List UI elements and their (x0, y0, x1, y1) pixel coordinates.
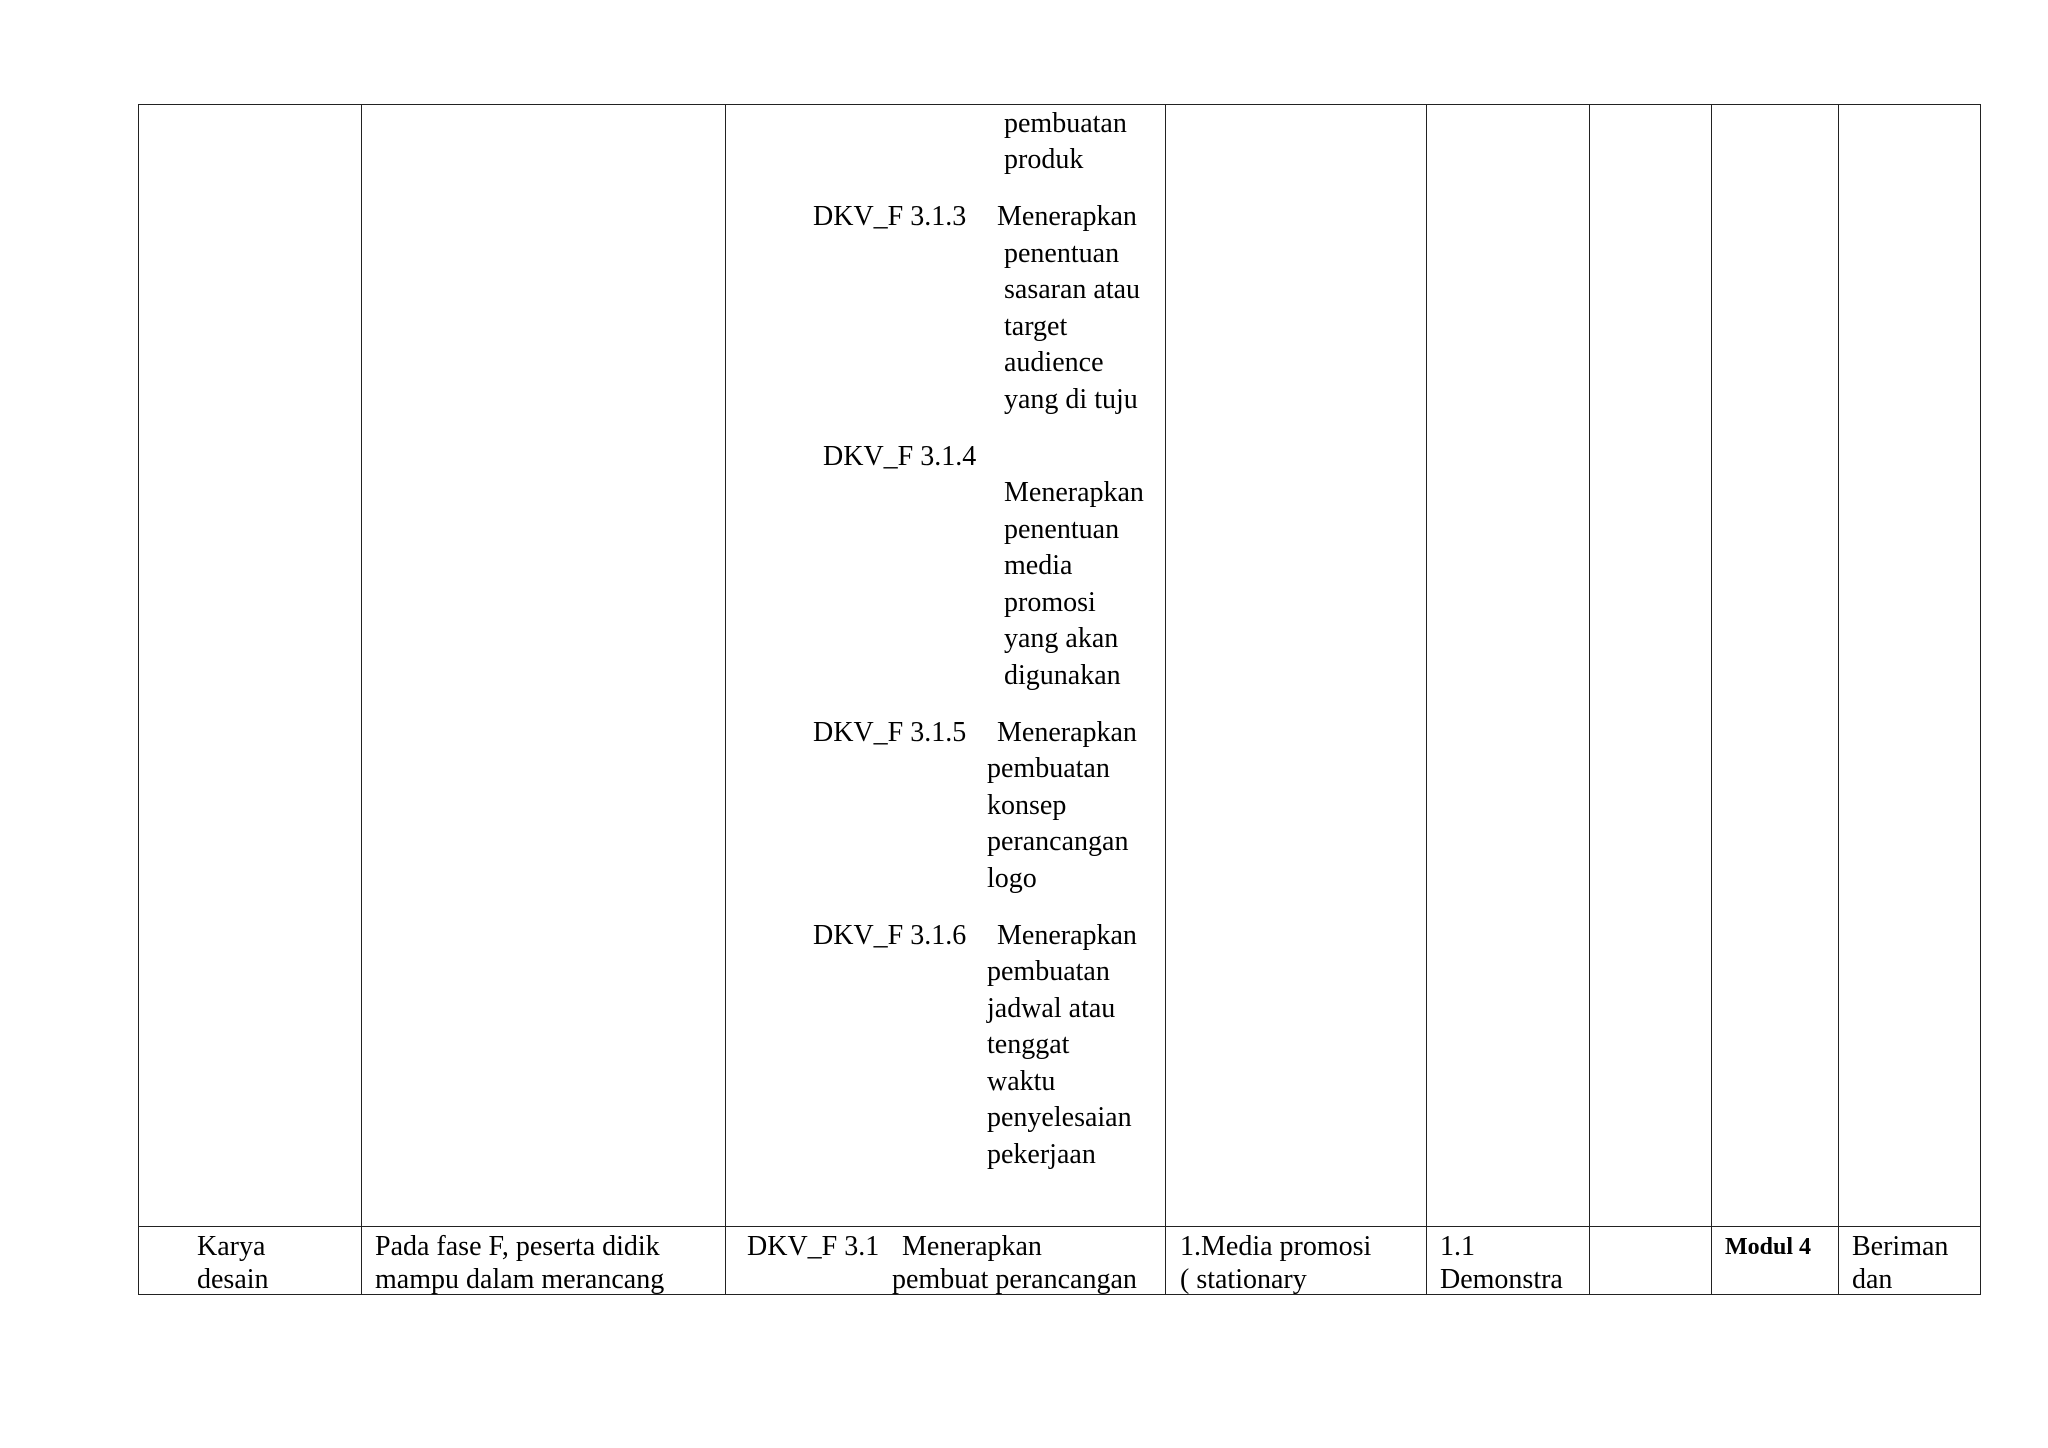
cell-competency: Menerapkan (902, 1231, 1042, 1262)
table-top-border (138, 104, 1980, 105)
competency-code: DKV_F 3.1.4 (823, 441, 977, 472)
text-line: digunakan (1004, 660, 1121, 691)
col-border (1165, 104, 1166, 1295)
col-border (1711, 104, 1712, 1295)
text-line: pembuatan (1004, 108, 1127, 139)
text-line: promosi (1004, 587, 1096, 618)
col-border (1838, 104, 1839, 1295)
cell-material: 1.Media promosi (1180, 1231, 1372, 1262)
cell-element: desain (197, 1264, 269, 1295)
competency-code: DKV_F 3.1.3 (813, 201, 967, 232)
text-line: konsep (987, 790, 1067, 821)
text-line: audience (1004, 347, 1104, 378)
col-border (1589, 104, 1590, 1295)
cell-module: Modul 4 (1725, 1234, 1812, 1260)
text-line: sasaran atau (1004, 274, 1141, 305)
text-line: Menerapkan (997, 717, 1137, 748)
text-line: waktu (987, 1066, 1056, 1097)
text-line: Menerapkan (997, 920, 1137, 951)
col-border (1426, 104, 1427, 1295)
text-line: target (1004, 311, 1068, 342)
cell-profile: dan (1852, 1264, 1893, 1295)
text-line: pembuatan (987, 956, 1110, 987)
text-line: Menerapkan (997, 201, 1137, 232)
col-border (138, 104, 139, 1295)
col-border (725, 104, 726, 1295)
cell-competency-code: DKV_F 3.1 (747, 1231, 880, 1262)
cell-outcome: Pada fase F, peserta didik (375, 1231, 660, 1262)
text-line: yang akan (1004, 623, 1119, 654)
cell-activity: Demonstra (1440, 1264, 1563, 1295)
cell-outcome: mampu dalam merancang (375, 1264, 665, 1295)
cell-profile: Beriman (1852, 1231, 1949, 1262)
text-line: penentuan (1004, 238, 1120, 269)
competency-code: DKV_F 3.1.5 (813, 717, 967, 748)
col-border (361, 104, 362, 1295)
text-line: tenggat (987, 1029, 1070, 1060)
text-line: pembuatan (987, 753, 1110, 784)
text-line: perancangan (987, 826, 1129, 857)
col-border (1980, 104, 1981, 1295)
cell-material: ( stationary (1180, 1264, 1307, 1295)
row-divider (138, 1226, 1980, 1227)
text-line: media (1004, 550, 1073, 581)
cell-competency: pembuat perancangan (892, 1264, 1137, 1295)
text-line: penyelesaian (987, 1102, 1132, 1133)
text-line: yang di tuju (1004, 384, 1138, 415)
cell-activity: 1.1 (1440, 1231, 1475, 1262)
competency-code: DKV_F 3.1.6 (813, 920, 967, 951)
text-line: jadwal atau (987, 993, 1116, 1024)
cell-element: Karya (197, 1231, 266, 1262)
text-line: Menerapkan (1004, 477, 1144, 508)
text-line: produk (1004, 144, 1084, 175)
text-line: logo (987, 863, 1037, 894)
text-line: pekerjaan (987, 1139, 1096, 1170)
text-line: penentuan (1004, 514, 1120, 545)
